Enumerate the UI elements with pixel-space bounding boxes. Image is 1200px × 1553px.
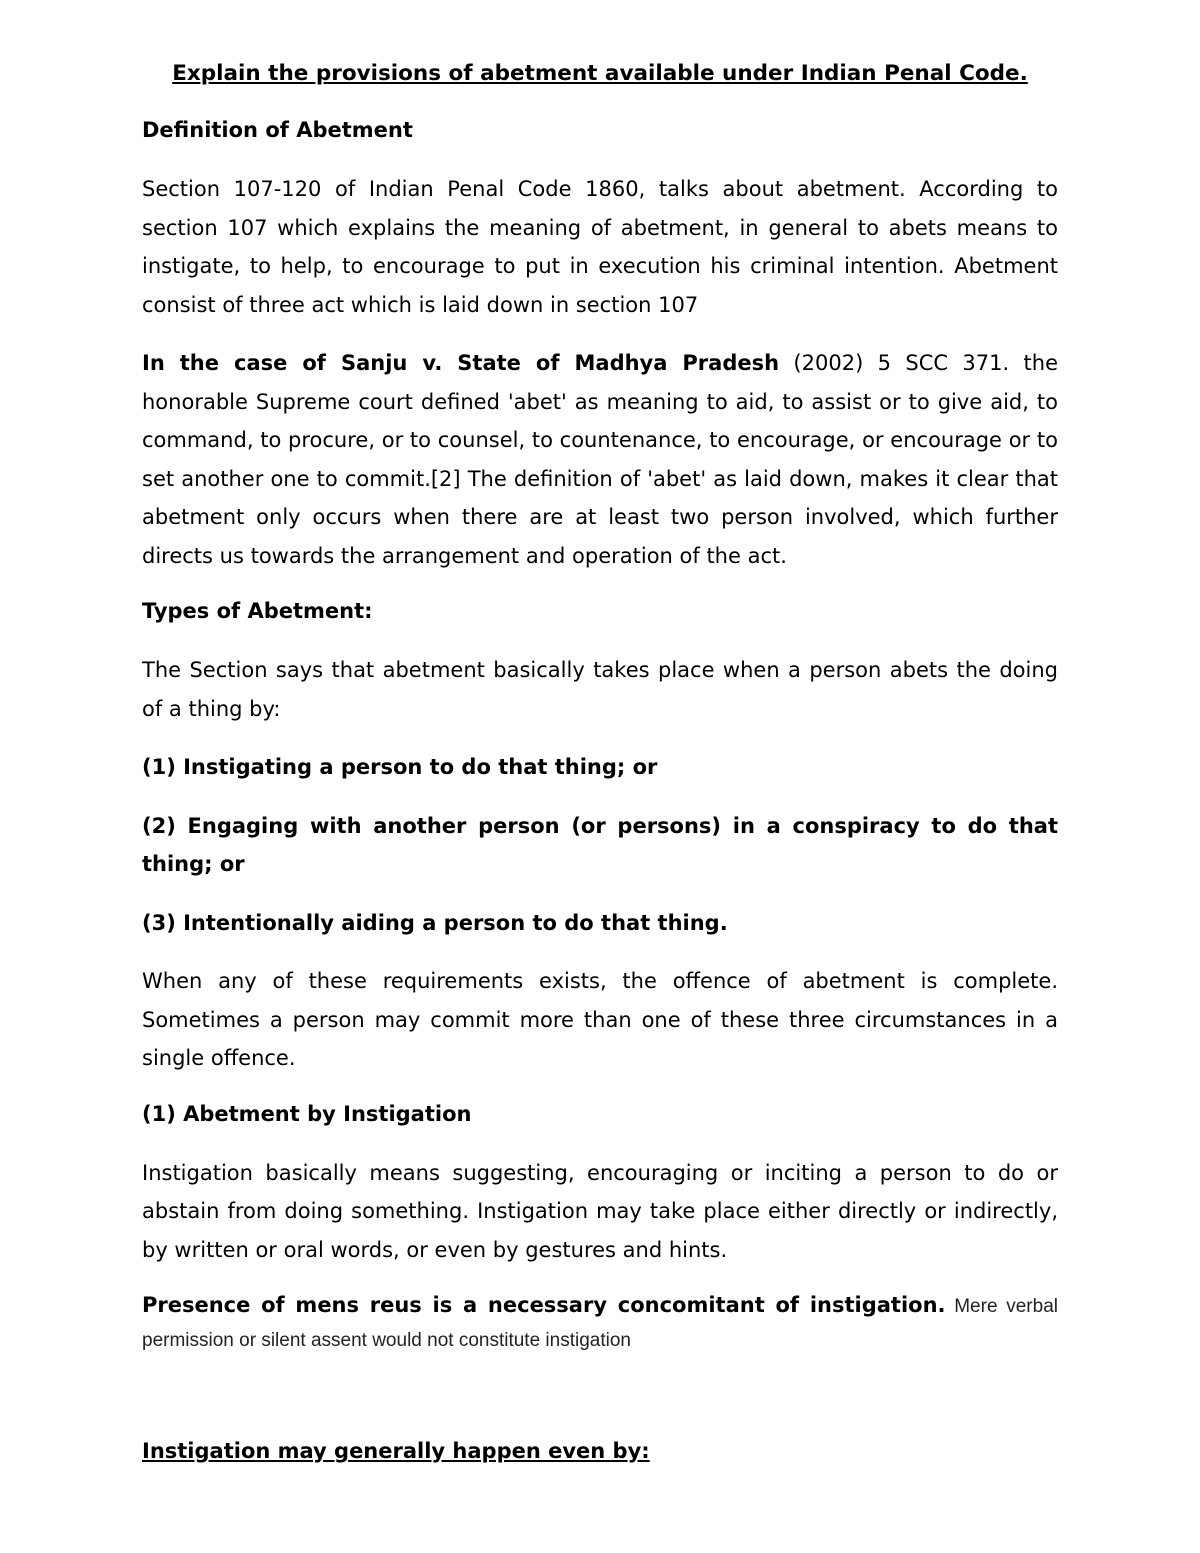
mens-reus-text: Mere verbal permission or silent assent would not constitute instigation: [142, 1296, 1058, 1351]
case-paragraph: [142, 344, 1058, 575]
instigation-heading: (1) Abetment by Instigation: [142, 1101, 472, 1126]
mens-reus-paragraph: [142, 1289, 1058, 1357]
definition-paragraph: Section 107-120 of Indian Penal Code 1860, talks about abetment. According to section 107 which explains the meaning of abetment, in general to abets means to instigate, to help, to encourage to put in execution his criminal intention. Abetment consist of three act which is laid down in section 107: [142, 177, 1058, 317]
list-item-aiding: (3) Intentionally aiding a person to do that thing.: [142, 910, 728, 935]
list-item-instigating: (1) Instigating a person to do that thing; or: [142, 755, 658, 779]
document-page: [142, 58, 1058, 1467]
types-heading: Types of Abetment:: [142, 599, 373, 623]
requirements-paragraph: When any of these requirements exists, the offence of abetment is complete. Sometimes a person may commit more than one of these three circumstances in a single offence.: [142, 969, 1058, 1070]
case-paragraph-text: (2002) 5 SCC 371. the honorable Supreme court defined 'abet' as meaning to aid, to assist or to give aid, to command, to procure, or to counsel, to countenance, to encourage, or encourage or to set another one to commit.[2] The definition of 'abet' as laid down, makes it clear that abetment only occurs when there are at least two person involved, which further directs us towards the arrangement and operation of the act.: [142, 351, 1058, 568]
mens-reus-bold: Presence of mens reus is a necessary concomitant of instigation.: [142, 1293, 946, 1317]
list-item-conspiracy: (2) Engaging with another person (or persons) in a conspiracy to do that thing; or: [142, 813, 1058, 876]
document-title: Explain the provisions of abetment available under Indian Penal Code.: [172, 61, 1028, 86]
case-citation-bold: In the case of Sanju v. State of Madhya Pradesh: [142, 351, 780, 375]
instigation-paragraph: Instigation basically means suggesting, encouraging or inciting a person to do or abstain from doing something. Instigation may take place either directly or indirectly, by written or oral words, or even by gestures and hints.: [142, 1160, 1058, 1262]
definition-heading: Definition of Abetment: [142, 118, 413, 142]
final-heading: Instigation may generally happen even by:: [142, 1439, 650, 1463]
types-intro-paragraph: The Section says that abetment basically takes place when a person abets the doing of a thing by:: [142, 658, 1058, 721]
